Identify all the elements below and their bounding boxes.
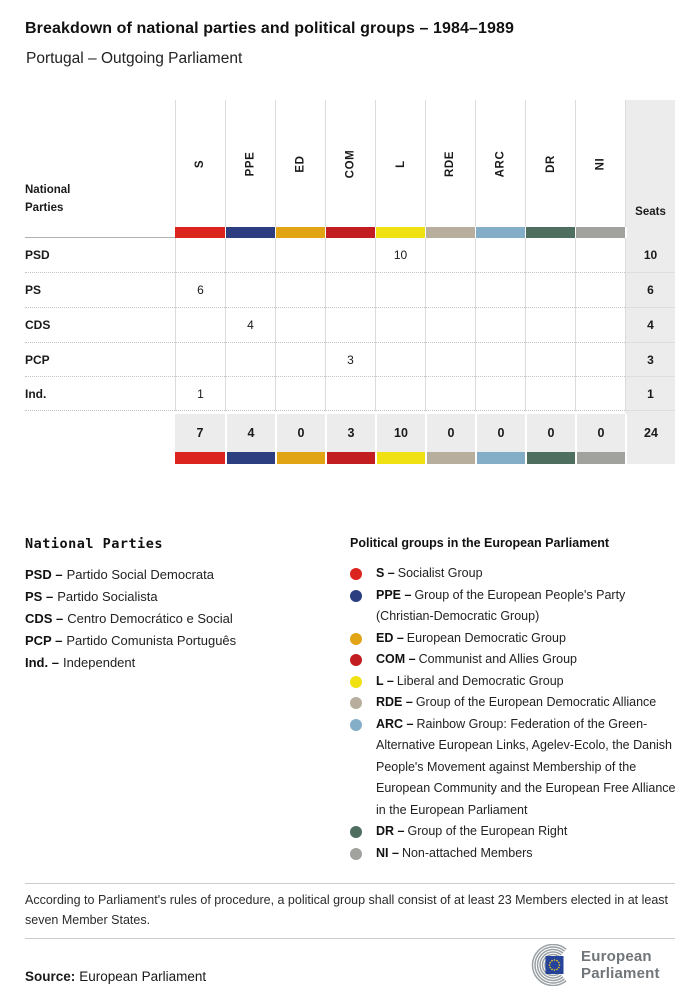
column-header-ppe: PPE (225, 100, 275, 227)
source-value: European Parliament (79, 969, 207, 984)
column-header-s: S (175, 100, 225, 227)
legend-heading: National Parties (25, 536, 164, 552)
table-row-cds: CDS 4 4 (25, 308, 675, 343)
table-row-pcp: PCP 3 3 (25, 343, 675, 377)
legend-item-ni: NI – Non-attached Members (350, 843, 676, 865)
european-parliament-logo (526, 944, 660, 986)
legend-item-ppe: PPE – Group of the European People's Party (Christian-Democratic Group) (350, 585, 676, 628)
color-bar-dr (525, 227, 575, 238)
l-color-dot (350, 676, 362, 688)
ppe-color-dot (350, 590, 362, 602)
legend-item-ind: Ind. – Independent (25, 655, 136, 670)
dr-color-dot (350, 826, 362, 838)
legend-item-dr: DR – Group of the European Right (350, 821, 676, 843)
national-parties-legend (25, 536, 325, 674)
political-groups-legend (350, 536, 676, 864)
legend-item-ps: PS – Partido Socialista (25, 589, 158, 604)
party-label: PSD (25, 238, 175, 273)
page-title: Breakdown of national parties and political groups – 1984–1989 (25, 20, 515, 37)
color-bar-l (375, 227, 425, 238)
ed-color-dot (350, 633, 362, 645)
color-bar-s (175, 227, 225, 238)
seats-value: 4 (625, 308, 675, 343)
legend-item-pcp: PCP – Partido Comunista Português (25, 633, 237, 648)
seats-table (25, 100, 675, 464)
seats-value: 3 (625, 343, 675, 377)
totals-row: 7 4 0 3 10 0 0 0 0 24 (25, 414, 675, 452)
ni-color-dot (350, 848, 362, 860)
legend-item-s: S – Socialist Group (350, 563, 676, 585)
seats-value: 6 (625, 273, 675, 308)
table-row-psd: PSD 10 10 (25, 238, 675, 273)
column-header-dr: DR (525, 100, 575, 227)
divider (25, 883, 675, 884)
page-subtitle: Portugal – Outgoing Parliament (26, 50, 243, 67)
legend-item-l: L – Liberal and Democratic Group (350, 671, 676, 693)
legend-item-psd: PSD – Partido Social Democrata (25, 567, 214, 582)
table-header-row (25, 100, 675, 227)
s-color-dot (350, 568, 362, 580)
seats-column-header: Seats (625, 100, 675, 227)
party-label: CDS (25, 308, 175, 343)
table-row-ps: PS 6 6 (25, 273, 675, 308)
legend-item-cds: CDS – Centro Democrático e Social (25, 611, 233, 626)
legend-heading: Political groups in the European Parliament (350, 536, 610, 550)
column-header-ed: ED (275, 100, 325, 227)
column-header-arc: ARC (475, 100, 525, 227)
legend-item-com: COM – Communist and Allies Group (350, 649, 676, 671)
color-bar-rde (425, 227, 475, 238)
legend-item-rde: RDE – Group of the European Democratic Alliance (350, 692, 676, 714)
column-header-ni: NI (575, 100, 625, 227)
column-header-l: L (375, 100, 425, 227)
table-row-ind: Ind. 1 1 (25, 377, 675, 411)
party-label: PS (25, 273, 175, 308)
com-color-dot (350, 654, 362, 666)
source-label: Source: (25, 969, 76, 984)
column-header-com: COM (325, 100, 375, 227)
source-line (25, 969, 206, 984)
arc-color-dot (350, 719, 362, 731)
procedure-note: According to Parliament's rules of procedure, a political group shall consist of at least 23 Members elected in at least seven Member States. (25, 893, 668, 927)
seats-value: 10 (625, 238, 675, 273)
group-color-bar-row (25, 227, 675, 238)
legend-item-ed: ED – European Democratic Group (350, 628, 676, 650)
color-bar-ed (275, 227, 325, 238)
color-bar-arc (475, 227, 525, 238)
party-label: Ind. (25, 377, 175, 411)
legend-item-arc: ARC – Rainbow Group: Federation of the Green-Alternative European Links, Agelev-Ecolo, the Danish People's Movement against Membership of the European Community and the European Free Alliance in the European Parliament (350, 714, 676, 822)
total-seats-value: 24 (625, 414, 675, 452)
hemicycle-eu-flag-icon (526, 944, 573, 986)
divider (25, 938, 675, 939)
color-bar-com (325, 227, 375, 238)
column-header-rde: RDE (425, 100, 475, 227)
color-bar-ppe (225, 227, 275, 238)
rde-color-dot (350, 697, 362, 709)
seats-value: 1 (625, 377, 675, 411)
color-bar-ni (575, 227, 625, 238)
party-label: PCP (25, 343, 175, 377)
national-parties-header: National Parties (25, 184, 71, 214)
totals-color-bar-row (25, 452, 675, 464)
logo-wordmark: European Parliament (581, 947, 660, 982)
